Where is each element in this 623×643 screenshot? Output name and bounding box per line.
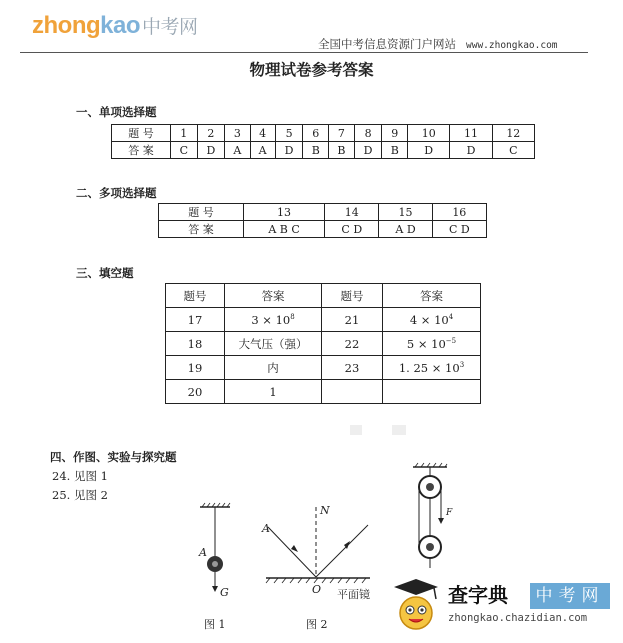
mascot-icon xyxy=(390,577,442,635)
table-cell xyxy=(383,356,481,380)
table-cell: A xyxy=(250,142,275,159)
table-cell: 9 xyxy=(382,125,408,142)
table-cell: 21 xyxy=(322,308,383,332)
table-cell: 20 xyxy=(166,380,225,404)
site-logo[interactable] xyxy=(32,12,198,40)
table-row xyxy=(166,380,481,404)
header-url[interactable]: www.zhongkao.com xyxy=(466,40,558,51)
scan-mark xyxy=(392,425,406,435)
table-cell: 10 xyxy=(408,125,450,142)
fig1-label-g: G xyxy=(220,586,229,599)
page-title: 物理试卷参考答案 xyxy=(249,61,374,79)
answer-exp: −5 xyxy=(445,336,457,345)
table-cell: C xyxy=(492,142,534,159)
table-cell: D xyxy=(450,142,492,159)
table-cell xyxy=(383,380,481,404)
movable-pulley-axle xyxy=(426,543,434,551)
figure-1-diagram xyxy=(190,502,240,602)
answer-exp: 4 xyxy=(448,312,454,321)
table-cell: 13 xyxy=(244,204,325,221)
watermark-brand: 查字典 xyxy=(448,583,508,607)
figure-2-diagram xyxy=(258,505,388,597)
table-cell: 19 xyxy=(166,356,225,380)
table-cell: 12 xyxy=(492,125,534,142)
table-cell: D xyxy=(354,142,382,159)
table-cell: C D xyxy=(325,221,379,238)
answer-24: 24. 见图 1 xyxy=(52,469,108,483)
header-cell: 答案 xyxy=(383,284,481,308)
fig2-label-n: N xyxy=(320,504,330,517)
table-cell: 8 xyxy=(354,125,382,142)
pulley-label-f: F xyxy=(446,508,453,518)
table-cell: 5 xyxy=(275,125,303,142)
watermark-url[interactable]: zhongkao.chazidian.com xyxy=(448,612,588,624)
table-cell: D xyxy=(275,142,303,159)
table-cell: 6 xyxy=(303,125,329,142)
table-cell: 2 xyxy=(197,125,225,142)
header-cell: 答案 xyxy=(225,284,322,308)
fixed-pulley-axle xyxy=(426,483,434,491)
table-row xyxy=(166,356,481,380)
logo-zhong: zhong xyxy=(32,12,101,39)
scan-mark xyxy=(350,425,362,435)
answer-base: 4 × 10 xyxy=(409,312,449,327)
table-cell xyxy=(322,380,383,404)
header-cell: 题号 xyxy=(166,284,225,308)
answer-base: 1 xyxy=(269,384,277,399)
header-cell: 题号 xyxy=(322,284,383,308)
reflected-ray xyxy=(316,525,368,577)
answer-exp: 8 xyxy=(290,312,295,321)
incident-ray xyxy=(268,527,316,577)
multi-choice-table xyxy=(158,203,487,238)
fill-blank-table xyxy=(165,283,481,404)
answer-exp: 3 xyxy=(459,360,465,369)
table-row xyxy=(112,125,535,142)
ball-center xyxy=(212,561,218,567)
single-choice-table xyxy=(111,124,535,159)
row-label: 答 案 xyxy=(159,221,244,238)
table-cell: 18 xyxy=(166,332,225,356)
row-label: 答 案 xyxy=(112,142,171,159)
table-row xyxy=(159,204,487,221)
table-cell: 11 xyxy=(450,125,492,142)
answer-25: 25. 见图 2 xyxy=(52,488,108,502)
header-tagline xyxy=(318,36,558,52)
table-cell: A xyxy=(225,142,250,159)
answer-base: 3 × 10 xyxy=(251,312,291,327)
fig1-label-a: A xyxy=(199,546,207,559)
watermark-badge: 中考网 xyxy=(530,583,610,609)
gravity-arrowhead xyxy=(212,586,218,592)
section4-heading: 四、作图、实验与探究题 xyxy=(50,450,177,464)
table-row xyxy=(166,284,481,308)
table-cell: D xyxy=(197,142,225,159)
table-row xyxy=(166,332,481,356)
incident-arrowhead xyxy=(291,545,298,552)
section2-heading: 二、多项选择题 xyxy=(76,186,157,200)
fig2-mirror-label: 平面镜 xyxy=(337,588,370,601)
section3-heading: 三、填空题 xyxy=(76,266,134,280)
table-cell: B xyxy=(303,142,329,159)
table-cell: A D xyxy=(379,221,432,238)
table-cell: 17 xyxy=(166,308,225,332)
table-cell xyxy=(225,308,322,332)
table-cell: B xyxy=(382,142,408,159)
logo-kao: kao xyxy=(100,12,140,39)
row-label: 题 号 xyxy=(112,125,171,142)
section1-heading: 一、单项选择题 xyxy=(76,105,157,119)
table-cell: 15 xyxy=(379,204,432,221)
table-row xyxy=(166,308,481,332)
table-row xyxy=(112,142,535,159)
table-cell xyxy=(225,380,322,404)
table-cell: 16 xyxy=(432,204,486,221)
table-cell: C xyxy=(171,142,198,159)
fig2-label-a: A xyxy=(262,522,270,535)
row-label: 题 号 xyxy=(159,204,244,221)
table-cell: D xyxy=(408,142,450,159)
logo-cn: 中考网 xyxy=(142,17,198,38)
table-cell: 22 xyxy=(322,332,383,356)
table-cell xyxy=(383,308,481,332)
answer-base: 1. 25 × 10 xyxy=(398,360,460,375)
table-cell: 1 xyxy=(171,125,198,142)
header-divider xyxy=(20,52,588,53)
table-cell: 4 xyxy=(250,125,275,142)
tagline-text: 全国中考信息资源门户网站 xyxy=(318,37,456,51)
table-cell: 23 xyxy=(322,356,383,380)
table-cell: 3 xyxy=(225,125,250,142)
fig2-label-o: O xyxy=(312,583,322,596)
answer-base: 5 × 10 xyxy=(406,336,446,351)
table-cell: B xyxy=(329,142,355,159)
table-cell: C D xyxy=(432,221,486,238)
force-arrowhead xyxy=(438,518,444,524)
table-row xyxy=(159,221,487,238)
answer-base: 内 xyxy=(267,360,279,375)
table-cell xyxy=(383,332,481,356)
table-cell: 7 xyxy=(329,125,355,142)
answer-base: 大气压（强） xyxy=(238,336,308,351)
fig1-caption: 图 1 xyxy=(204,618,226,631)
table-cell: 14 xyxy=(325,204,379,221)
table-cell: A B C xyxy=(244,221,325,238)
table-cell xyxy=(225,356,322,380)
table-cell xyxy=(225,332,322,356)
fig2-caption: 图 2 xyxy=(306,618,328,631)
